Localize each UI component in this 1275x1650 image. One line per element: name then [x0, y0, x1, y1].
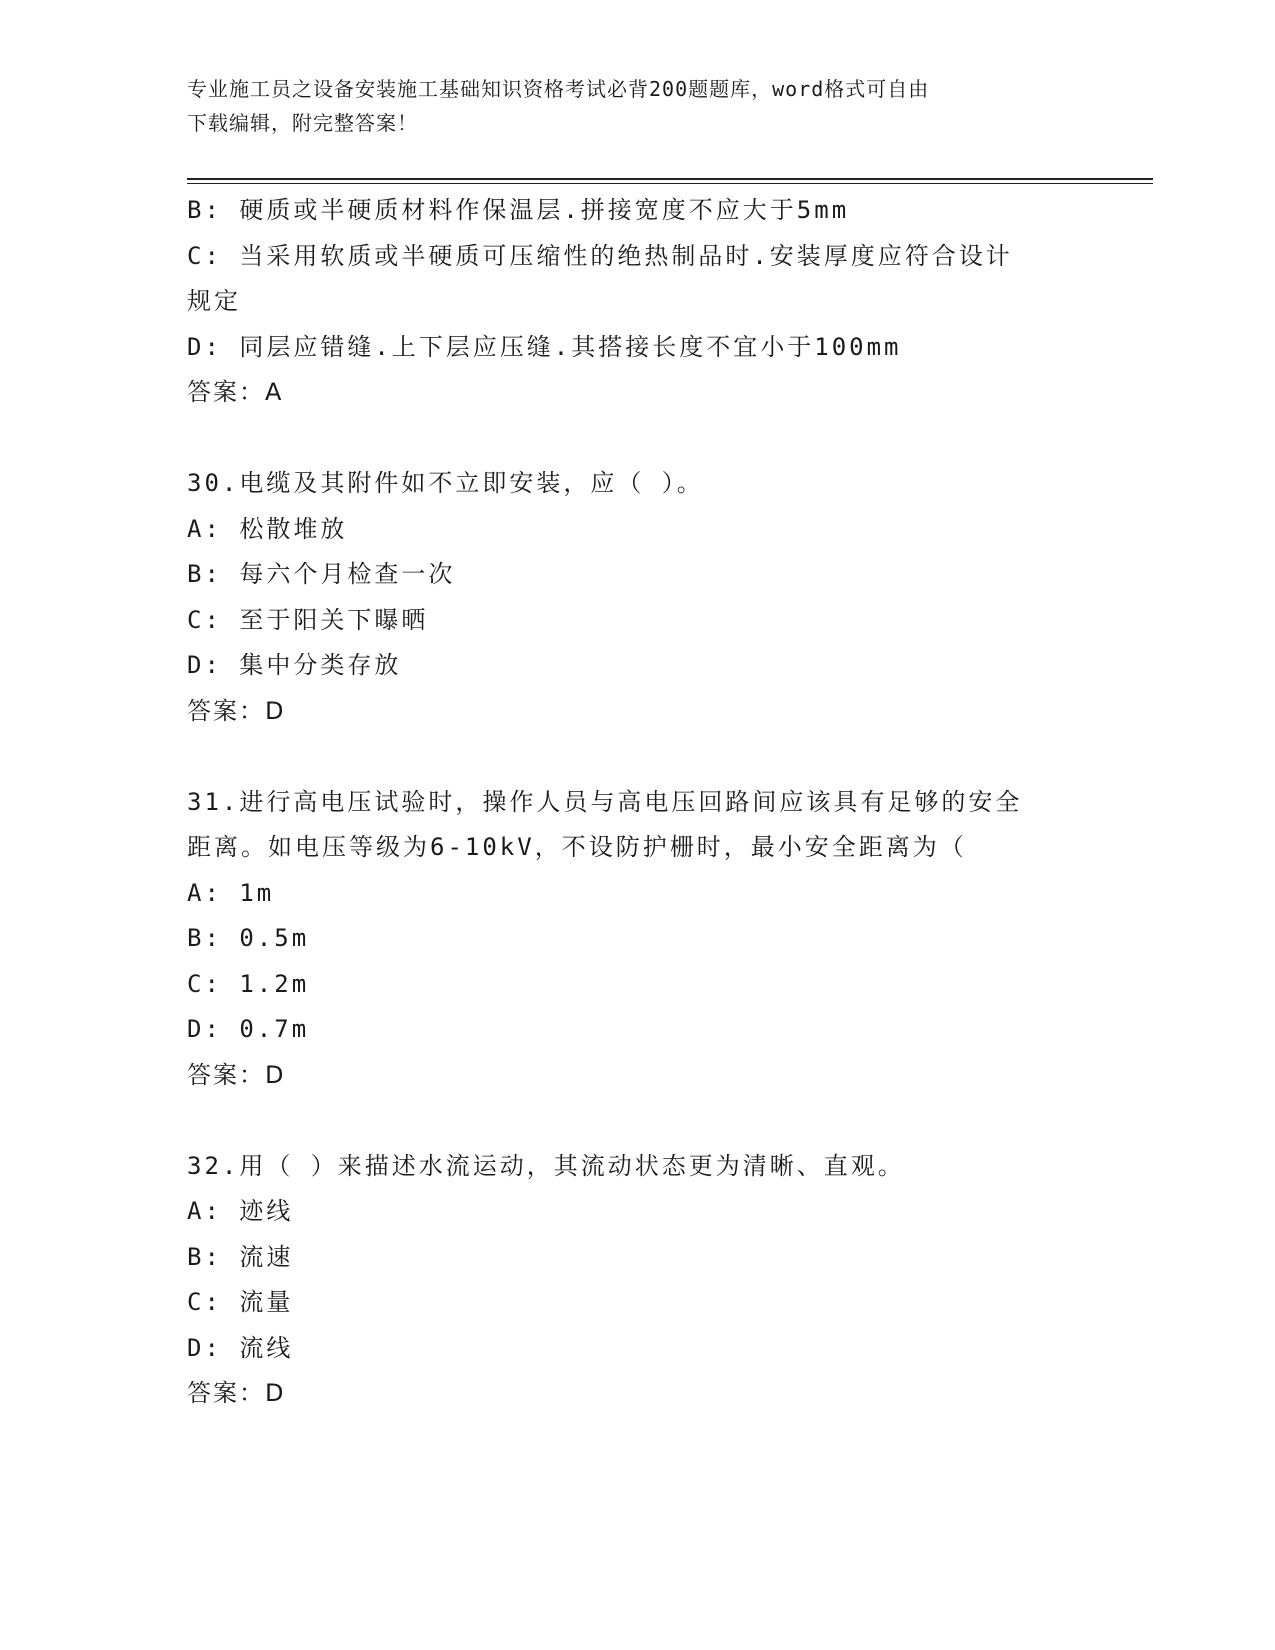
header-divider-thick [187, 178, 1153, 180]
option-b: B: 流速 [187, 1242, 294, 1271]
header-line-1: 专业施工员之设备安装施工基础知识资格考试必背200题题库，word格式可自由 [187, 77, 930, 101]
question-text-continued: 距离。如电压等级为6-10kV，不设防护栅时，最小安全距离为（ [187, 833, 967, 861]
question-list [187, 188, 1087, 1417]
option-d: D: 0.7m [187, 1015, 310, 1043]
option-b: B: 0.5m [187, 924, 310, 952]
option-c-continued: 规定 [187, 287, 241, 315]
option-c: C: 1.2m [187, 969, 310, 998]
block-spacer [187, 734, 1087, 780]
question-text: 32.用（ ）来描述水流运动，其流动状态更为清晰、直观。 [187, 1151, 905, 1180]
header-divider-thin [187, 183, 1153, 184]
option-b: B: 硬质或半硬质材料作保温层.拼接宽度不应大于5mm [187, 196, 850, 224]
answer: 答案：D [187, 1379, 286, 1407]
option-a: A: 1m [187, 878, 275, 907]
answer: 答案：A [187, 378, 284, 406]
previous-question-block [187, 188, 1087, 416]
option-d: D: 流线 [187, 1333, 294, 1362]
question-text: 30.电缆及其附件如不立即安装，应（ ）。 [187, 469, 704, 497]
option-c: C: 至于阳关下曝晒 [187, 605, 429, 634]
question-30-block [187, 461, 1087, 734]
question-32-block [187, 1144, 1087, 1417]
document-header [187, 72, 1067, 140]
question-text: 31.进行高电压试验时，操作人员与高电压回路间应该具有足够的安全 [187, 787, 1023, 816]
option-b: B: 每六个月检查一次 [187, 560, 456, 588]
option-d: D: 集中分类存放 [187, 651, 402, 679]
answer: 答案：D [187, 1060, 286, 1089]
answer: 答案：D [187, 696, 286, 725]
option-c: C: 当采用软质或半硬质可压缩性的绝热制品时.安装厚度应符合设计 [187, 241, 1013, 270]
option-d: D: 同层应错缝.上下层应压缝.其搭接长度不宜小于100mm [187, 332, 902, 361]
block-spacer [187, 1098, 1087, 1144]
question-31-block [187, 780, 1087, 1099]
header-line-2: 下载编辑，附完整答案！ [187, 111, 418, 135]
option-c: C: 流量 [187, 1288, 294, 1316]
block-spacer [187, 416, 1087, 462]
option-a: A: 迹线 [187, 1197, 294, 1225]
option-a: A: 松散堆放 [187, 514, 348, 543]
